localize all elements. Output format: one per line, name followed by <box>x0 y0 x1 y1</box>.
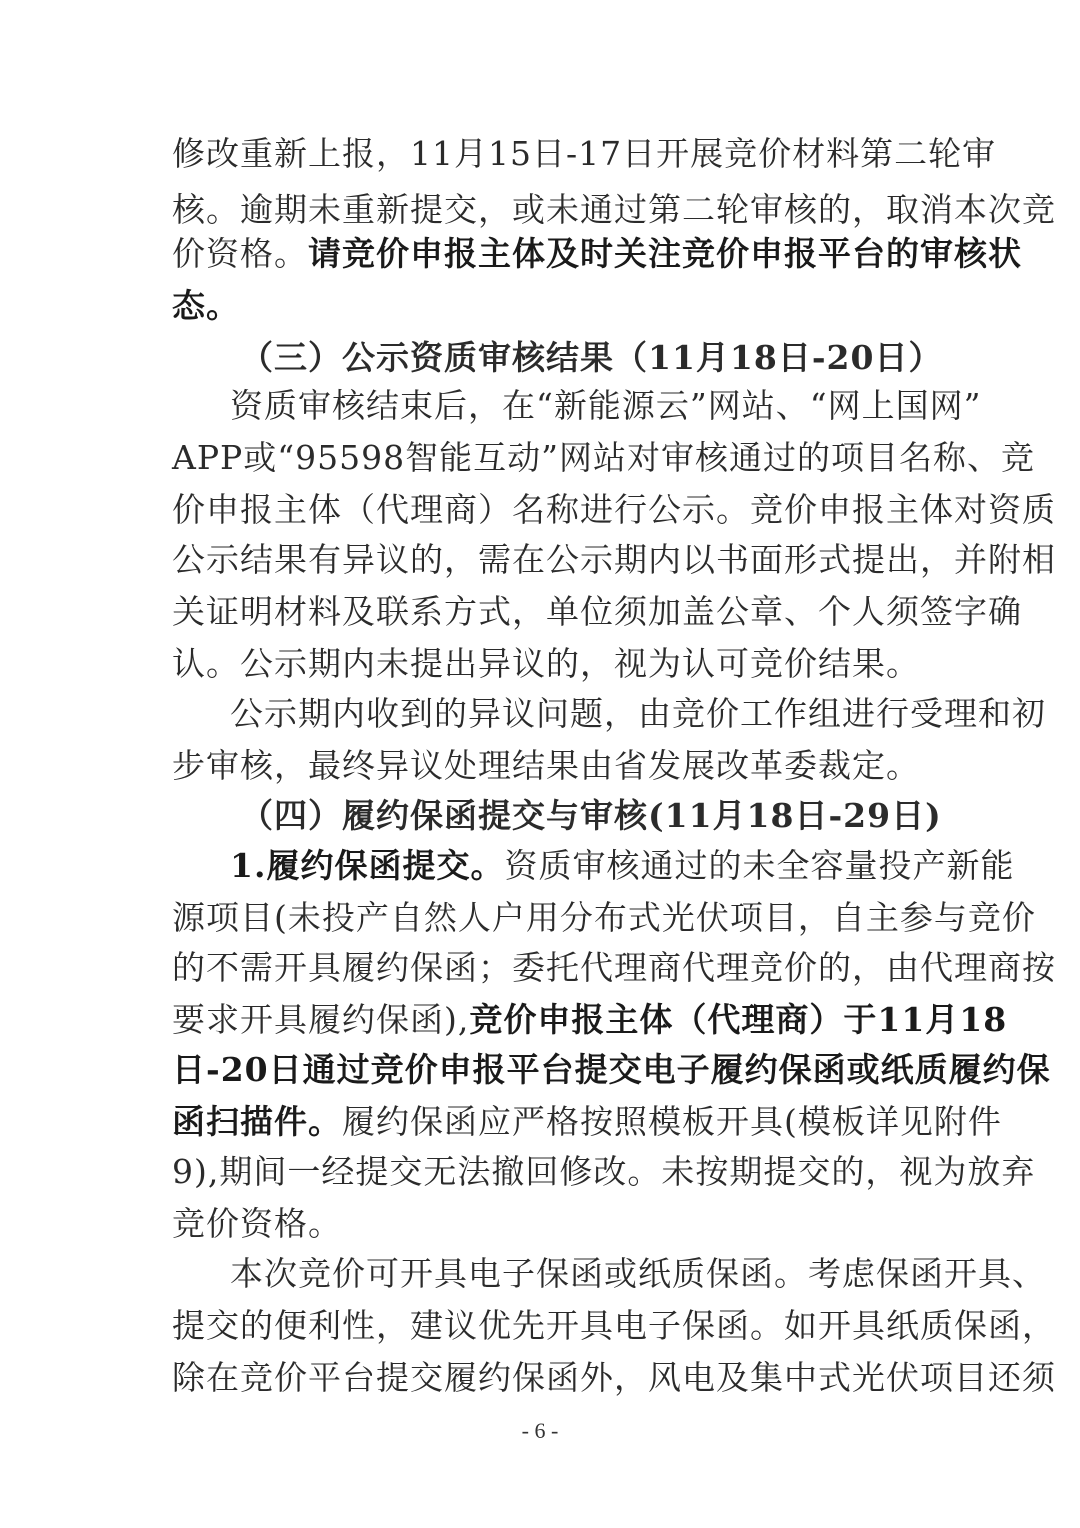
section-heading: （三）公示资质审核结果（11月18日-20日） <box>240 338 943 377</box>
subheading-bold: 1.履约保函提交。 <box>230 846 505 885</box>
body-line: 源项目(未投产自然人户用分布式光伏项目，自主参与竞价 <box>172 898 1036 937</box>
body-line: 公示结果有异议的，需在公示期内以书面形式提出，并附相 <box>172 540 1056 579</box>
body-line <box>172 1042 1051 1098</box>
body-line: 认。公示期内未提出异议的，视为认可竞价结果。 <box>172 644 920 683</box>
body-line: 步审核，最终异议处理结果由省发展改革委裁定。 <box>172 746 920 785</box>
body-line <box>172 278 928 334</box>
body-line: 资质审核结束后，在“新能源云”网站、“网上国网” <box>230 386 982 425</box>
body-line: 要求开具履约保函),竞价申报主体（代理商）于11月18 <box>172 1000 1008 1039</box>
body-line: 公示期内收到的异议问题，由竞价工作组进行受理和初 <box>230 694 1046 733</box>
bold-emphasis: 竞价申报主体（代理商）于11月18 <box>469 1000 1008 1039</box>
body-line: 价资格。请竞价申报主体及时关注竞价申报平台的审核状 <box>172 234 1022 273</box>
bold-emphasis: 日-20日通过竞价申报平台提交电子履约保函或纸质履约保 <box>172 1050 1051 1089</box>
bold-emphasis: 函扫描件。 <box>172 1102 342 1141</box>
body-line: 竞价资格。 <box>172 1204 342 1243</box>
body-line: 除在竞价平台提交履约保函外，风电及集中式光伏项目还须 <box>172 1358 1056 1397</box>
body-line: 1.履约保函提交。资质审核通过的未全容量投产新能 <box>230 846 1015 885</box>
body-line: 函扫描件。履约保函应严格按照模板开具(模板详见附件 <box>172 1102 1002 1141</box>
bold-emphasis: 请竞价申报主体及时关注竞价申报平台的审核状 <box>308 234 1022 273</box>
body-line: 提交的便利性，建议优先开具电子保函。如开具纸质保函， <box>172 1306 1056 1345</box>
body-line: 核。逾期未重新提交，或未通过第二轮审核的，取消本次竞 <box>172 190 1056 229</box>
body-line: 的不需开具履约保函；委托代理商代理竞价的，由代理商按 <box>172 948 1056 987</box>
section-heading: （四）履约保函提交与审核(11月18日-29日) <box>240 796 942 835</box>
body-line: 关证明材料及联系方式，单位须加盖公章、个人须签字确 <box>172 592 1022 631</box>
body-line: APP或“95598智能互动”网站对审核通过的项目名称、竞 <box>172 438 1035 477</box>
body-line: 价申报主体（代理商）名称进行公示。竞价申报主体对资质 <box>172 490 1056 529</box>
body-line: 修改重新上报，11月15日-17日开展竞价材料第二轮审 <box>172 134 997 173</box>
bold-emphasis: 态。 <box>172 286 240 325</box>
body-line: 本次竞价可开具电子保函或纸质保函。考虑保函开具、 <box>230 1254 1046 1293</box>
body-line: 9),期间一经提交无法撤回修改。未按期提交的，视为放弃 <box>172 1152 1036 1191</box>
page-number: - 6 - <box>521 1418 559 1443</box>
